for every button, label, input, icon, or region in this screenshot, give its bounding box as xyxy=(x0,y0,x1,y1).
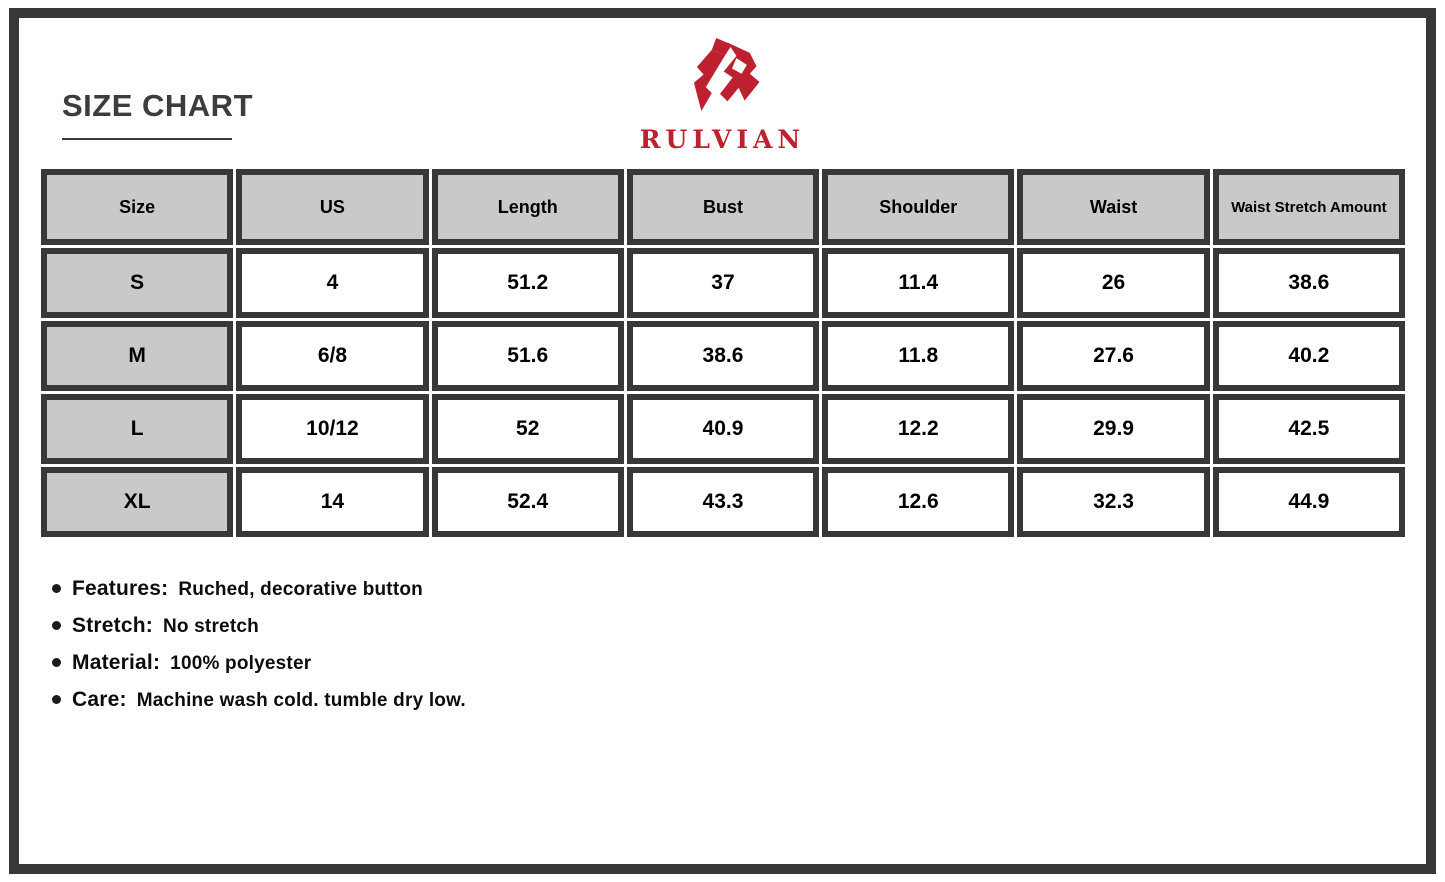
header-cell-us: US xyxy=(236,169,428,245)
table-cell: 27.6 xyxy=(1017,321,1209,391)
table-header-row xyxy=(41,169,1405,245)
header-cell-size: Size xyxy=(41,169,233,245)
header-cell-length: Length xyxy=(432,169,624,245)
details-list xyxy=(52,570,466,718)
table-cell: 6/8 xyxy=(236,321,428,391)
table-cell: 42.5 xyxy=(1213,394,1405,464)
table-cell: 12.6 xyxy=(822,467,1014,537)
item-label: Features: xyxy=(72,577,169,600)
brand-name: RULVIAN xyxy=(639,125,806,154)
table-cell: 43.3 xyxy=(627,467,819,537)
table-cell: 12.2 xyxy=(822,394,1014,464)
table-cell: 37 xyxy=(627,248,819,318)
list-item-features xyxy=(52,570,466,607)
title-underline xyxy=(62,138,232,140)
table-row-s xyxy=(41,248,1405,318)
table-cell: 44.9 xyxy=(1213,467,1405,537)
rulvian-logo-icon xyxy=(682,30,764,122)
bullet-icon xyxy=(52,584,61,593)
item-value: Machine wash cold. tumble dry low. xyxy=(136,690,466,711)
list-item-care xyxy=(52,681,466,718)
table-cell: 40.2 xyxy=(1213,321,1405,391)
table-cell: 32.3 xyxy=(1017,467,1209,537)
table-cell: 29.9 xyxy=(1017,394,1209,464)
size-chart-table xyxy=(38,166,1408,540)
table-cell: 40.9 xyxy=(627,394,819,464)
item-label: Care: xyxy=(72,688,127,711)
page-title: SIZE CHART xyxy=(62,88,253,123)
table-row-m xyxy=(41,321,1405,391)
table-cell: S xyxy=(41,248,233,318)
item-value: No stretch xyxy=(162,616,259,637)
table-cell: XL xyxy=(41,467,233,537)
table-row-xl xyxy=(41,467,1405,537)
bullet-icon xyxy=(52,621,61,630)
title-block xyxy=(62,88,253,140)
table-cell: 52.4 xyxy=(432,467,624,537)
table-cell: L xyxy=(41,394,233,464)
list-item-stretch xyxy=(52,607,466,644)
table-cell: M xyxy=(41,321,233,391)
table-cell: 51.2 xyxy=(432,248,624,318)
table-cell: 4 xyxy=(236,248,428,318)
item-label: Material: xyxy=(72,651,161,674)
table-cell: 11.8 xyxy=(822,321,1014,391)
table-cell: 38.6 xyxy=(1213,248,1405,318)
table-cell: 26 xyxy=(1017,248,1209,318)
header-cell-waist-stretch: Waist Stretch Amount xyxy=(1213,169,1405,245)
header-cell-waist: Waist xyxy=(1017,169,1209,245)
table-cell: 38.6 xyxy=(627,321,819,391)
bullet-icon xyxy=(52,658,61,667)
table-cell: 10/12 xyxy=(236,394,428,464)
table-cell: 52 xyxy=(432,394,624,464)
list-item-material xyxy=(52,644,466,681)
bullet-icon xyxy=(52,695,61,704)
item-label: Stretch: xyxy=(72,614,153,637)
item-value: 100% polyester xyxy=(170,653,312,674)
table-cell: 14 xyxy=(236,467,428,537)
header-cell-shoulder: Shoulder xyxy=(822,169,1014,245)
item-value: Ruched, decorative button xyxy=(178,579,423,600)
header-cell-bust: Bust xyxy=(627,169,819,245)
table-cell: 11.4 xyxy=(822,248,1014,318)
table-cell: 51.6 xyxy=(432,321,624,391)
brand-block xyxy=(640,30,806,154)
table-row-l xyxy=(41,394,1405,464)
